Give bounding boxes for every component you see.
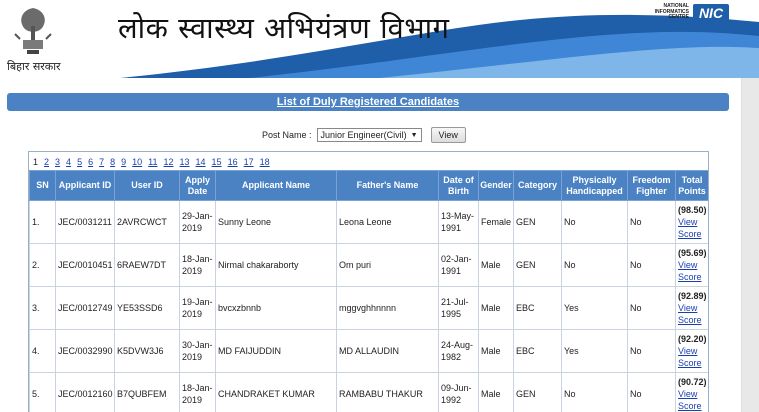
view-score-link[interactable]: View Score [678, 260, 702, 282]
cell-name: MD FAIJUDDIN [216, 330, 337, 373]
site-header [0, 0, 759, 78]
cell-apply-date: 29-Jan-2019 [180, 201, 216, 244]
nic-logo-text: NATIONAL INFORMATICS CENTRE [654, 3, 689, 20]
cell-dob: 24-Aug-1982 [439, 330, 479, 373]
column-header-date-of-birth: Date of Birth [439, 171, 479, 201]
cell-gender: Male [479, 287, 514, 330]
page-link-15[interactable]: 15 [211, 157, 222, 167]
cell-father: mggvghhnnnn [337, 287, 439, 330]
total-points-value: (95.69) [678, 248, 707, 258]
cell-dob: 09-Jun-1992 [439, 373, 479, 412]
cell-app-id: JEC/0031211 [56, 201, 115, 244]
page-link-12[interactable]: 12 [163, 157, 174, 167]
cell-father: MD ALLAUDIN [337, 330, 439, 373]
cell-name: bvcxzbnnb [216, 287, 337, 330]
list-title-link[interactable]: List of Duly Registered Candidates [276, 96, 460, 108]
post-filter-row [262, 127, 466, 143]
page-link-11[interactable]: 11 [148, 157, 158, 167]
column-header-gender: Gender [479, 171, 514, 201]
total-points-value: (90.72) [678, 377, 707, 387]
total-points-value: (98.50) [678, 205, 707, 215]
column-header-applicant-name: Applicant Name [216, 171, 337, 201]
cell-gender: Male [479, 330, 514, 373]
cell-category: GEN [514, 244, 562, 287]
table-row [30, 373, 709, 412]
cell-ph: Yes [562, 330, 628, 373]
cell-dob: 13-May-1991 [439, 201, 479, 244]
cell-total-points [676, 330, 709, 373]
total-points-value: (92.89) [678, 291, 707, 301]
cell-ff: No [628, 244, 676, 287]
view-score-link[interactable]: View Score [678, 389, 702, 411]
cell-sn: 3. [30, 287, 56, 330]
column-header-apply-date: Apply Date [180, 171, 216, 201]
cell-sn: 4. [30, 330, 56, 373]
page-link-6[interactable]: 6 [88, 157, 94, 167]
page-link-14[interactable]: 14 [195, 157, 206, 167]
cell-app-id: JEC/0010451 [56, 244, 115, 287]
cell-app-id: JEC/0032990 [56, 330, 115, 373]
cell-app-id: JEC/0012160 [56, 373, 115, 412]
bihar-emblem-icon [12, 6, 54, 56]
cell-apply-date: 18-Jan-2019 [180, 244, 216, 287]
page-link-2[interactable]: 2 [44, 157, 50, 167]
page-link-16[interactable]: 16 [227, 157, 238, 167]
nic-logo-box: NIC [693, 4, 729, 22]
cell-apply-date: 19-Jan-2019 [180, 287, 216, 330]
table-row [30, 244, 709, 287]
cell-sn: 1. [30, 201, 56, 244]
cell-name: CHANDRAKET KUMAR [216, 373, 337, 412]
column-header-user-id: User ID [115, 171, 180, 201]
vertical-scrollbar[interactable] [741, 78, 759, 412]
department-title: लोक स्वास्थ्य अभियंत्रण विभाग [118, 11, 450, 45]
cell-ph: No [562, 201, 628, 244]
cell-total-points [676, 373, 709, 412]
page-link-4[interactable]: 4 [66, 157, 72, 167]
page-link-13[interactable]: 13 [179, 157, 190, 167]
dropdown-arrow-icon: ▼ [410, 131, 418, 139]
cell-total-points [676, 244, 709, 287]
table-header-row [30, 171, 709, 201]
page-link-10[interactable]: 10 [132, 157, 143, 167]
cell-name: Sunny Leone [216, 201, 337, 244]
cell-total-points [676, 201, 709, 244]
table-row [30, 330, 709, 373]
cell-category: EBC [514, 287, 562, 330]
total-points-value: (92.20) [678, 334, 707, 344]
cell-apply-date: 18-Jan-2019 [180, 373, 216, 412]
cell-ph: Yes [562, 287, 628, 330]
cell-gender: Female [479, 201, 514, 244]
page-link-7[interactable]: 7 [99, 157, 105, 167]
column-header-total-points: Total Points [676, 171, 709, 201]
cell-user-id: 6RAEW7DT [115, 244, 180, 287]
view-score-link[interactable]: View Score [678, 346, 702, 368]
cell-sn: 2. [30, 244, 56, 287]
page-link-8[interactable]: 8 [110, 157, 116, 167]
table-row [30, 287, 709, 330]
post-name-select[interactable] [317, 128, 422, 142]
view-score-link[interactable]: View Score [678, 303, 702, 325]
pagination [29, 152, 708, 170]
cell-father: Leona Leone [337, 201, 439, 244]
cell-app-id: JEC/0012749 [56, 287, 115, 330]
post-name-selected: Junior Engineer(Civil) [320, 130, 407, 140]
view-button[interactable]: View [431, 127, 466, 143]
cell-sn: 5. [30, 373, 56, 412]
cell-ph: No [562, 373, 628, 412]
post-name-label: Post Name : [262, 130, 312, 140]
cell-apply-date: 30-Jan-2019 [180, 330, 216, 373]
cell-category: GEN [514, 373, 562, 412]
cell-gender: Male [479, 244, 514, 287]
cell-category: EBC [514, 330, 562, 373]
table-row [30, 201, 709, 244]
cell-total-points [676, 287, 709, 330]
column-header-freedom-fighter: Freedom Fighter [628, 171, 676, 201]
view-score-link[interactable]: View Score [678, 217, 702, 239]
candidates-table-container [28, 151, 709, 412]
column-header-sn: SN [30, 171, 56, 201]
page-link-18[interactable]: 18 [259, 157, 270, 167]
cell-ff: No [628, 373, 676, 412]
nic-logo [641, 4, 731, 22]
page-link-3[interactable]: 3 [55, 157, 61, 167]
column-header-father-s-name: Father's Name [337, 171, 439, 201]
cell-user-id: YE53SSD6 [115, 287, 180, 330]
column-header-applicant-id: Applicant ID [56, 171, 115, 201]
candidates-table [29, 170, 709, 412]
cell-ff: No [628, 287, 676, 330]
cell-category: GEN [514, 201, 562, 244]
cell-ff: No [628, 201, 676, 244]
cell-ff: No [628, 330, 676, 373]
list-title-bar [7, 93, 729, 111]
cell-father: RAMBABU THAKUR [337, 373, 439, 412]
column-header-category: Category [514, 171, 562, 201]
state-name: बिहार सरकार [7, 60, 61, 73]
cell-user-id: 2AVRCWCT [115, 201, 180, 244]
cell-father: Om puri [337, 244, 439, 287]
page-link-1: 1 [33, 157, 39, 167]
page-link-17[interactable]: 17 [243, 157, 254, 167]
column-header-physically-handicapped: Physically Handicapped [562, 171, 628, 201]
cell-dob: 02-Jan-1991 [439, 244, 479, 287]
cell-user-id: K5DVW3J6 [115, 330, 180, 373]
cell-name: Nirmal chakaraborty [216, 244, 337, 287]
page-link-9[interactable]: 9 [121, 157, 127, 167]
cell-user-id: B7QUBFEM [115, 373, 180, 412]
cell-ph: No [562, 244, 628, 287]
page-link-5[interactable]: 5 [77, 157, 83, 167]
cell-dob: 21-Jul-1995 [439, 287, 479, 330]
cell-gender: Male [479, 373, 514, 412]
